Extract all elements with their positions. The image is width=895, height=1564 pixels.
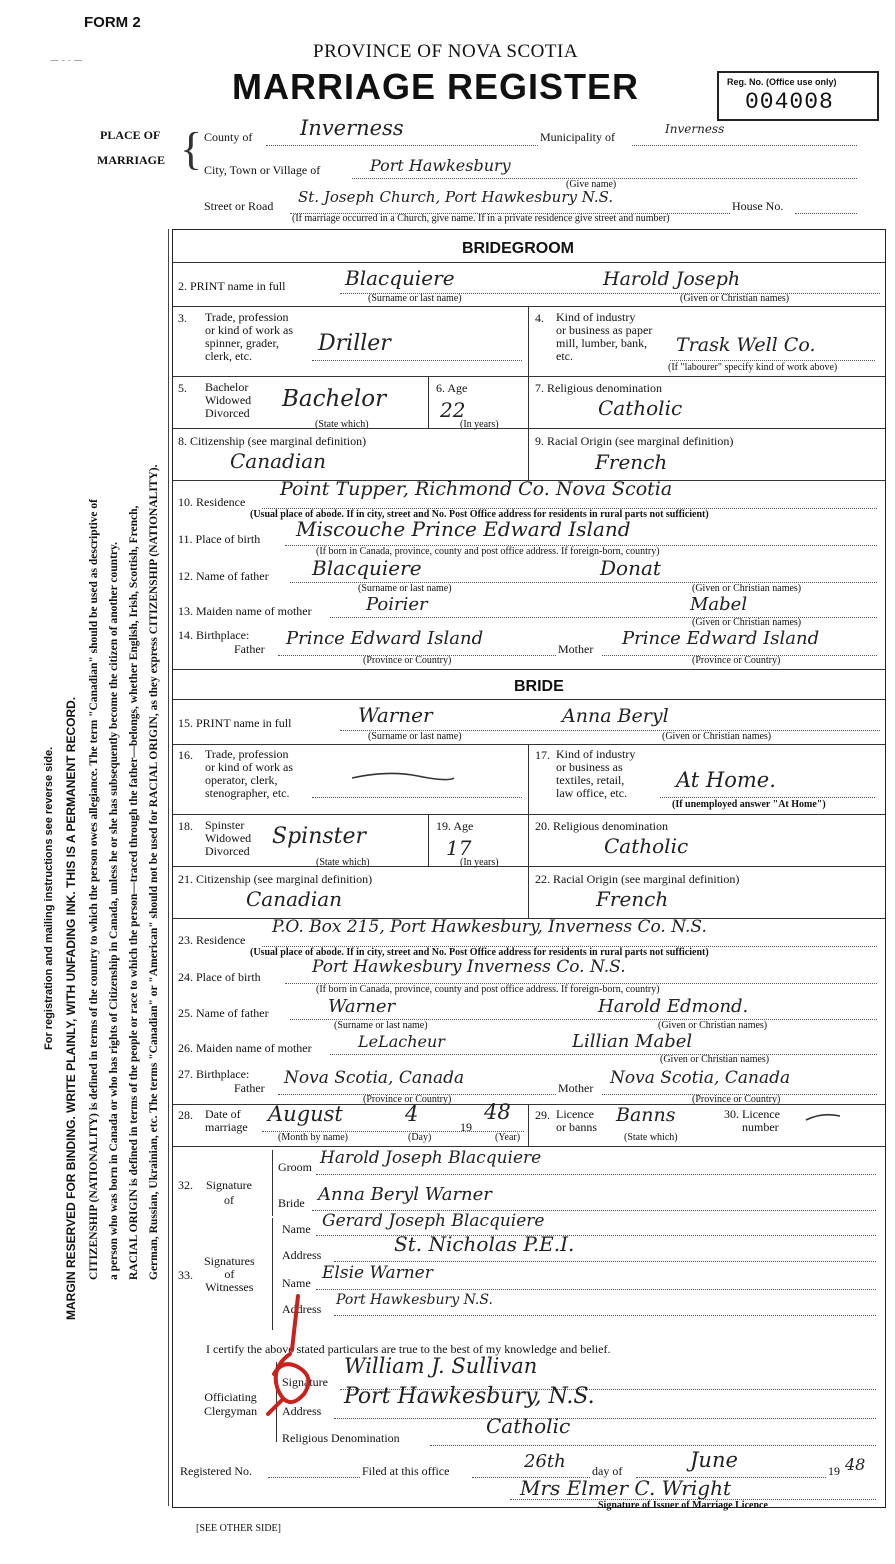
filed-century: 19 — [828, 1464, 840, 1478]
filed-label: Filed at this office — [362, 1464, 450, 1478]
licence-banns-label: Licence or banns — [556, 1107, 597, 1134]
groom-father-given-cap: (Given or Christian names) — [692, 583, 802, 594]
groom-trade-label: Trade, profession or kind of work as spinner, grader, clerk, etc. — [205, 310, 293, 363]
f28-num: 28. — [178, 1108, 193, 1122]
clergy-religion: Catholic — [486, 1414, 571, 1438]
groom-citizenship: Canadian — [230, 449, 327, 473]
groom-status: Bachelor — [282, 386, 387, 412]
groom-age: 22 — [440, 398, 466, 422]
bride-industry-caption: (If unemployed answer "At Home") — [672, 799, 826, 810]
groom-status-label: Bachelor Widowed Divorced — [205, 380, 252, 420]
bride-mother-label: 26. Maiden name of mother — [178, 1041, 312, 1055]
margin-racial-1: RACIAL ORIGIN is defined in terms of the people or race to which the person—traced through the father—belongs, whether English, Irish, Scottish, French, — [128, 505, 140, 1280]
f33-num: 33. — [178, 1268, 193, 1282]
groom-racial-label: 9. Racial Origin (see marginal definition) — [535, 434, 734, 448]
groom-given-names: Harold Joseph — [603, 268, 741, 290]
groom-birthplace: Miscouche Prince Edward Island — [296, 517, 631, 541]
licence-caption: (State which) — [624, 1132, 678, 1143]
groom-racial-origin: French — [595, 450, 668, 474]
groom-father-province-cap: (Province or Country) — [363, 655, 452, 666]
house-no-label: House No. — [732, 199, 784, 213]
clergyman-label: Officiating Clergyman — [204, 1390, 258, 1418]
groom-citizenship-label: 8. Citizenship (see marginal definition) — [178, 434, 367, 448]
w2-name-label: Name — [282, 1276, 311, 1290]
groom-birthplace-caption: (If born in Canada, province, county and post office address. If foreign-born, country) — [316, 546, 660, 557]
bride-citizenship-label: 21. Citizenship (see marginal definition) — [178, 872, 373, 886]
margin-racial-2: German, Russian, Ukrainian, etc. The terms "Canadian" or "American" should not be used for RACIAL ORIGIN, as they express CITIZENSHIP (NATIONALITY). — [148, 464, 160, 1280]
bride-father-surname: Warner — [328, 996, 396, 1017]
f5-num: 5. — [178, 381, 187, 395]
see-other-side: [SEE OTHER SIDE] — [196, 1523, 281, 1534]
licence-number-label: 30. Licence number — [724, 1107, 780, 1134]
bride-heading: BRIDE — [514, 678, 564, 695]
bride-residence-label: 23. Residence — [178, 933, 246, 947]
groom-mother-birthplace: Prince Edward Island — [622, 628, 820, 649]
margin-mark: — - - — — [50, 56, 83, 66]
groom-mother-word: Mother — [558, 642, 594, 656]
groom-father-label: 12. Name of father — [178, 569, 269, 583]
city-value: Port Hawkesbury — [370, 156, 511, 175]
bride-birthplace-label: 24. Place of birth — [178, 970, 261, 984]
bride-mother-word: Mother — [558, 1081, 594, 1095]
bride-trade-dash-mark — [348, 766, 458, 786]
bride-status: Spinster — [272, 824, 367, 849]
clergy-signature: William J. Sullivan — [344, 1354, 538, 1378]
witness1-address: St. Nicholas P.E.I. — [394, 1232, 575, 1256]
margin-mailing-note: For registration and mailing instructions see reverse side. — [43, 746, 55, 1050]
groom-industry-caption: (If "labourer" specify kind of work above) — [668, 362, 838, 373]
month-caption: (Month by name) — [278, 1132, 348, 1143]
bride-religion-label: 20. Religious denomination — [535, 819, 668, 833]
bride-given-names: Anna Beryl — [562, 705, 669, 727]
witnesses-label: Signatures of Witnesses — [204, 1254, 255, 1294]
groom-father-surname: Blacquiere — [312, 556, 422, 580]
bride-father-label: 25. Name of father — [178, 1006, 269, 1020]
groom-residence: Point Tupper, Richmond Co. Nova Scotia — [280, 478, 673, 500]
groom-father-surname-cap: (Surname or last name) — [358, 583, 452, 594]
bride-industry: At Home. — [676, 768, 776, 792]
church-note: (If marriage occurred in a Church, give name. If in a private residence give street and number) — [292, 213, 670, 224]
bride-father-given: Harold Edmond. — [598, 996, 749, 1017]
bride-age-label: 19. Age — [436, 819, 474, 833]
bride-industry-label: Kind of industry or business as textiles, retail, law office, etc. — [556, 747, 636, 800]
bride-surname-caption: (Surname or last name) — [368, 731, 462, 742]
bridegroom-heading: BRIDEGROOM — [462, 240, 574, 257]
groom-mother-given: Mabel — [690, 594, 748, 615]
groom-surname: Blacquiere — [345, 266, 455, 290]
bride-signature: Anna Beryl Warner — [318, 1184, 492, 1205]
marriage-year: 48 — [484, 1100, 511, 1124]
licence-number-dash-mark — [804, 1108, 844, 1128]
groom-father-given: Donat — [600, 556, 661, 580]
clergy-religion-label: Religious Denomination — [282, 1431, 400, 1445]
place-label-2: MARRIAGE — [97, 153, 165, 167]
witness1-name: Gerard Joseph Blacquiere — [322, 1211, 545, 1231]
give-name-caption: (Give name) — [566, 179, 617, 190]
w1-name-label: Name — [282, 1222, 311, 1236]
marriage-century: 19 — [460, 1120, 472, 1134]
groom-residence-label: 10. Residence — [178, 495, 246, 509]
bride-given-caption: (Given or Christian names) — [662, 731, 772, 742]
groom-surname-caption: (Surname or last name) — [368, 293, 462, 304]
registered-no-label: Registered No. — [180, 1464, 252, 1478]
street-label: Street or Road — [204, 199, 274, 213]
bride-age: 17 — [446, 836, 472, 860]
street-value: St. Joseph Church, Port Hawkesbury N.S. — [298, 188, 614, 206]
municipality-value: Inverness — [665, 122, 725, 136]
groom-age-caption: (In years) — [460, 419, 499, 430]
reg-no-value: 004008 — [745, 89, 834, 115]
margin-citizenship-2: a person who was born in Canada or who has rights of Citizenship in Canada, unless he or she has subsequently become the citizen of another country. — [108, 541, 120, 1280]
groom-father-word: Father — [234, 642, 265, 656]
bride-mother-surname: LeLacheur — [358, 1032, 445, 1051]
groom-mother-province-cap: (Province or Country) — [692, 655, 781, 666]
county-label: County of — [204, 130, 253, 144]
day-caption: (Day) — [408, 1132, 432, 1143]
groom-age-label: 6. Age — [436, 381, 468, 395]
bride-father-province-cap: (Province or Country) — [363, 1094, 452, 1105]
f4-num: 4. — [535, 311, 544, 325]
f18-num: 18. — [178, 819, 193, 833]
f16-num: 16. — [178, 748, 193, 762]
clergy-address: Port Hawkesbury, N.S. — [344, 1384, 595, 1409]
f32-num: 32. — [178, 1178, 193, 1192]
bride-father-given-cap: (Given or Christian names) — [658, 1020, 768, 1031]
bride-status-caption: (State which) — [316, 857, 370, 868]
year-caption: (Year) — [495, 1132, 521, 1143]
groom-sig-label: Groom — [278, 1160, 312, 1174]
filed-month: June — [690, 1448, 738, 1472]
bride-racial-origin: French — [596, 887, 669, 911]
witness2-name: Elsie Warner — [322, 1263, 433, 1283]
groom-father-birthplace: Prince Edward Island — [286, 628, 484, 649]
clergy-signature-label: Signature — [282, 1375, 328, 1389]
bride-father-word: Father — [234, 1081, 265, 1095]
bride-mother-given-cap: (Given or Christian names) — [660, 1054, 770, 1065]
groom-name-label: 2. PRINT name in full — [178, 279, 286, 293]
page-title: MARRIAGE REGISTER — [232, 66, 640, 107]
bride-religion: Catholic — [604, 834, 689, 858]
w1-address-label: Address — [282, 1248, 322, 1262]
bride-residence-caption: (Usual place of abode. If in city, street and No. Post Office address for residents in rural parts not sufficient) — [250, 947, 709, 958]
place-brace: { — [180, 123, 203, 174]
w2-address-label: Address — [282, 1302, 322, 1316]
marriage-date-label: Date of marriage — [205, 1107, 248, 1134]
margin-binding-note: MARGIN RESERVED FOR BINDING. WRITE PLAINLY, WITH UNFADING INK. THIS IS A PERMANENT RECORD. — [64, 696, 78, 1320]
marriage-day: 4 — [405, 1102, 419, 1126]
groom-residence-caption: (Usual place of abode. If in city, street and No. Post Office address for residents in rural parts not sufficient) — [250, 509, 709, 520]
bride-birthplace-caption: (If born in Canada, province, county and post office address. If foreign-born, country) — [316, 984, 660, 995]
filed-day: 26th — [524, 1451, 566, 1472]
groom-mother-given-cap: (Given or Christian names) — [692, 617, 802, 628]
groom-given-caption: (Given or Christian names) — [680, 293, 790, 304]
red-check-mark-icon — [264, 1290, 334, 1420]
issuer-signature: Mrs Elmer C. Wright — [520, 1476, 732, 1500]
margin-citizenship-1: CITIZENSHIP (NATIONALITY) is defined in terms of the country to which the person owes allegiance. The term "Canadian" should be used as descriptive of — [88, 499, 100, 1280]
bride-surname: Warner — [358, 703, 433, 727]
groom-trade: Driller — [318, 331, 391, 356]
witness2-address: Port Hawkesbury N.S. — [336, 1292, 493, 1308]
municipality-label: Municipality of — [540, 130, 615, 144]
groom-mother-label: 13. Maiden name of mother — [178, 604, 312, 618]
groom-mother-surname: Poirier — [366, 594, 428, 615]
licence-or-banns: Banns — [616, 1104, 676, 1126]
bride-mother-given: Lillian Mabel — [572, 1031, 693, 1052]
issuer-caption: Signature of Issuer of Marriage Licence — [598, 1500, 768, 1511]
groom-religion: Catholic — [598, 396, 683, 420]
groom-industry: Trask Well Co. — [676, 334, 816, 356]
bride-name-label: 15. PRINT name in full — [178, 716, 292, 730]
province-heading: PROVINCE OF NOVA SCOTIA — [313, 41, 579, 62]
bride-birthplace-parents-label: 27. Birthplace: — [178, 1067, 250, 1081]
groom-religion-label: 7. Religious denomination — [535, 381, 662, 395]
groom-signature: Harold Joseph Blacquiere — [320, 1148, 542, 1168]
bride-trade-label: Trade, profession or kind of work as operator, clerk, stenographer, etc. — [205, 747, 293, 800]
day-of-label: day of — [592, 1464, 623, 1478]
bride-father-surname-cap: (Surname or last name) — [334, 1020, 428, 1031]
county-value: Inverness — [300, 116, 404, 140]
reg-no-box — [717, 71, 879, 121]
f29-num: 29. — [535, 1108, 550, 1122]
certify-statement: I certify the above stated particulars are true to the best of my knowledge and belief. — [206, 1342, 611, 1356]
clergy-address-label: Address — [282, 1404, 322, 1418]
bride-racial-label: 22. Racial Origin (see marginal definition) — [535, 872, 740, 886]
bride-mother-province-cap: (Province or Country) — [692, 1094, 781, 1105]
bride-age-caption: (In years) — [460, 857, 499, 868]
groom-birthplace-label: 11. Place of birth — [178, 532, 261, 546]
groom-industry-label: Kind of industry or business as paper mill, lumber, bank, etc. — [556, 310, 653, 363]
bride-status-label: Spinster Widowed Divorced — [205, 818, 252, 858]
groom-status-caption: (State which) — [315, 419, 369, 430]
bride-mother-birthplace: Nova Scotia, Canada — [610, 1068, 791, 1088]
reg-no-label: Reg. No. (Office use only) — [727, 77, 837, 87]
marriage-month: August — [268, 1102, 343, 1126]
f3-num: 3. — [178, 311, 187, 325]
bride-father-birthplace: Nova Scotia, Canada — [284, 1068, 465, 1088]
place-label-1: PLACE OF — [100, 128, 161, 142]
filed-year: 48 — [845, 1455, 866, 1474]
form-number: FORM 2 — [84, 14, 141, 31]
city-label: City, Town or Village of — [204, 163, 321, 177]
signature-of-label: Signature of — [206, 1178, 252, 1207]
f17-num: 17. — [535, 748, 550, 762]
bride-citizenship: Canadian — [246, 887, 343, 911]
bride-residence: P.O. Box 215, Port Hawkesbury, Inverness Co. N.S. — [272, 917, 707, 937]
bride-birthplace: Port Hawkesbury Inverness Co. N.S. — [312, 957, 626, 977]
groom-birthplace-parents-label: 14. Birthplace: — [178, 628, 250, 642]
bride-sig-label: Bride — [278, 1196, 305, 1210]
